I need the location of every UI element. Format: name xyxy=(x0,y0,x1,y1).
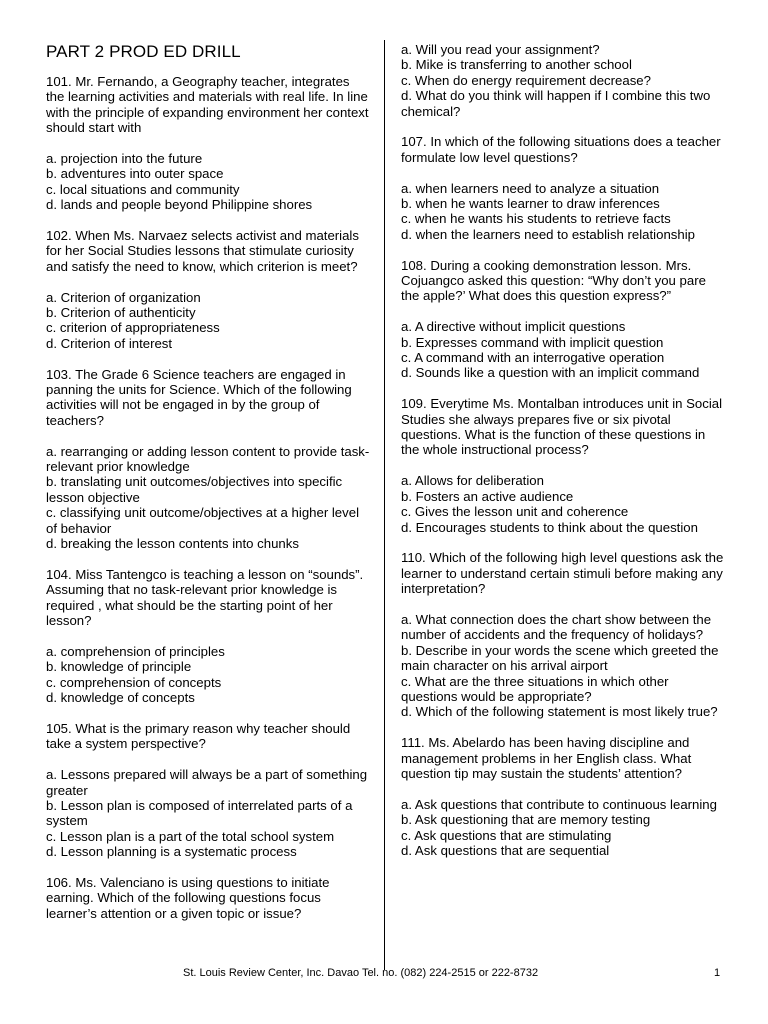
option-a: a. rearranging or adding lesson content to provide task-relevant prior knowledge xyxy=(46,443,370,475)
question-111 xyxy=(401,735,725,858)
question-104 xyxy=(46,567,370,706)
option-b: b. knowledge of principle xyxy=(46,659,192,675)
option-c: c. when he wants his students to retrieve facts xyxy=(401,211,671,227)
column-divider xyxy=(384,40,385,970)
question-stem: 110. Which of the following high level questions ask the learner to understand certain stimuli before making any interpretation? xyxy=(401,550,724,597)
question-stem: 107. In which of the following situations does a teacher formulate low level questions? xyxy=(401,134,721,165)
option-c: c. When do energy requirement decrease? xyxy=(401,72,651,88)
option-d: d. breaking the lesson contents into chunks xyxy=(46,536,299,552)
option-d: d. Which of the following statement is most likely true? xyxy=(401,704,718,720)
option-d: d. Encourages students to think about the question xyxy=(401,519,698,535)
option-b: b. Lesson plan is composed of interrelated parts of a system xyxy=(46,797,353,829)
option-c: c. classifying unit outcome/objectives at a higher level of behavior xyxy=(46,505,359,536)
question-106 xyxy=(46,875,370,921)
question-stem: 108. During a cooking demonstration lesson. Mrs. Cojuangco asked this question: “Why don’t you pare the apple?’ What does this question express?” xyxy=(401,257,706,304)
question-101 xyxy=(46,74,370,213)
right-column xyxy=(401,42,725,874)
option-a: a. Criterion of organization xyxy=(46,289,201,305)
option-b: b. Mike is transferring to another school xyxy=(401,57,632,73)
option-a: a. Lessons prepared will always be a part of something greater xyxy=(46,767,368,798)
option-c: c. Gives the lesson unit and coherence xyxy=(401,504,629,520)
option-a: a. A directive without implicit questions xyxy=(401,319,626,335)
option-b: b. adventures into outer space xyxy=(46,166,224,182)
option-b: b. Describe in your words the scene which greeted the main character on his arrival airport xyxy=(401,642,719,674)
question-stem: 103. The Grade 6 Science teachers are engaged in panning the units for Science. Which of the following activities will not be engaged in by the group of teachers? xyxy=(46,366,352,428)
option-a: a. Allows for deliberation xyxy=(401,473,544,489)
option-c: c. A command with an interrogative operation xyxy=(401,350,665,366)
option-a: a. What connection does the chart show between the number of accidents and the frequency of holidays? xyxy=(401,611,712,643)
option-a: a. Ask questions that contribute to continuous learning xyxy=(401,796,717,812)
option-c: c. comprehension of concepts xyxy=(46,674,222,690)
question-stem: 106. Ms. Valenciano is using questions to initiate earning. Which of the following questions focus learner’s attention or a given topic or issue? xyxy=(46,874,330,921)
option-d: d. Ask questions that are sequential xyxy=(401,842,610,858)
option-d: d. lands and people beyond Philippine shores xyxy=(46,197,313,213)
option-d: d. when the learners need to establish relationship xyxy=(401,226,695,242)
question-108 xyxy=(401,258,725,381)
question-stem: 101. Mr. Fernando, a Geography teacher, integrates the learning activities and materials with real life. In line with the principle of expanding environment her context should start with xyxy=(46,74,369,136)
option-c: c. Lesson plan is a part of the total school system xyxy=(46,828,335,844)
option-d: d. Sounds like a question with an implicit command xyxy=(401,365,700,381)
option-b: b. translating unit outcomes/objectives into specific lesson objective xyxy=(46,474,343,505)
option-c: c. criterion of appropriateness xyxy=(46,320,220,336)
option-d: d. Lesson planning is a systematic process xyxy=(46,844,297,860)
option-b: b. Expresses command with implicit question xyxy=(401,334,664,350)
question-stem: 102. When Ms. Narvaez selects activist and materials for her Social Studies lessons that stimulate curiosity and satisfy the need to know, which criterion is meet? xyxy=(46,228,359,274)
question-stem: 104. Miss Tantengco is teaching a lesson on “sounds”. Assuming that no task-relevant prior knowledge is required , what should be the starting point of her lesson? xyxy=(46,566,364,629)
question-stem: 109. Everytime Ms. Montalban introduces unit in Social Studies she always prepares five or six pivotal questions. What is the function of these questions in the whole instructional process? xyxy=(401,396,723,458)
question-107 xyxy=(401,134,725,242)
question-110 xyxy=(401,550,725,719)
option-d: d. knowledge of concepts xyxy=(46,690,195,706)
question-105 xyxy=(46,721,370,860)
question-102 xyxy=(46,228,370,351)
left-column xyxy=(46,42,370,937)
page-number: 1 xyxy=(714,967,721,979)
option-b: b. Ask questioning that are memory testing xyxy=(401,812,651,828)
footer-contact: St. Louis Review Center, Inc. Davao Tel. no. (082) 224-2515 or 222-8732 xyxy=(183,967,539,979)
option-b: b. Fosters an active audience xyxy=(401,488,574,504)
option-c: c. Ask questions that are stimulating xyxy=(401,827,612,843)
question-stem: 111. Ms. Abelardo has been having discipline and management problems in her English class. What question tip may sustain the students’ attention? xyxy=(401,735,692,781)
option-a: a. when learners need to analyze a situation xyxy=(401,180,660,196)
option-d: d. Criterion of interest xyxy=(46,335,173,351)
option-d: d. What do you think will happen if I combine this two chemical? xyxy=(401,88,711,119)
page-title: PART 2 PROD ED DRILL xyxy=(46,42,241,61)
option-b: b. when he wants learner to draw inferences xyxy=(401,196,660,212)
question-106-options xyxy=(401,42,725,119)
option-a: a. Will you read your assignment? xyxy=(401,42,600,57)
question-103 xyxy=(46,367,370,552)
option-c: c. local situations and community xyxy=(46,181,240,197)
question-109 xyxy=(401,396,725,535)
question-stem: 105. What is the primary reason why teacher should take a system perspective? xyxy=(46,720,351,752)
option-a: a. projection into the future xyxy=(46,151,203,167)
option-a: a. comprehension of principles xyxy=(46,643,225,659)
option-b: b. Criterion of authenticity xyxy=(46,305,196,321)
option-c: c. What are the three situations in which other questions would be appropriate? xyxy=(401,673,669,704)
